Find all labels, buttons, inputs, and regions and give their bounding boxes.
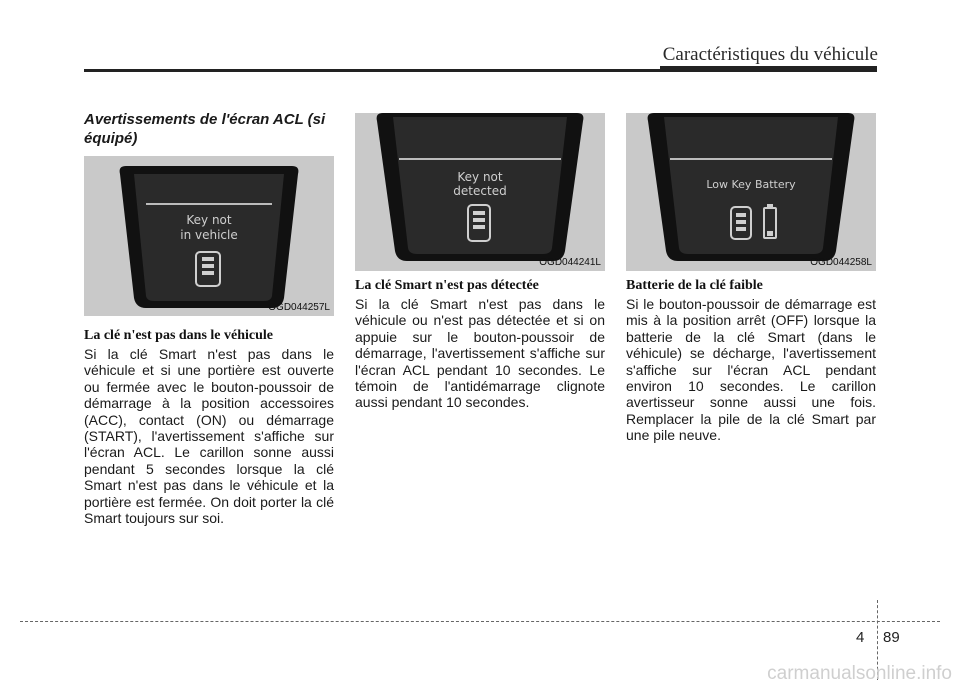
item-title-low-key-battery: Batterie de la clé faible	[626, 278, 763, 293]
item-title-key-not-in-vehicle: La clé n'est pas dans le véhicule	[84, 328, 274, 343]
lcd-text-line2: in vehicle	[180, 228, 238, 242]
page-number: 89	[883, 629, 900, 646]
figure-code: OGD044257L	[268, 302, 330, 313]
watermark: carmanualsonline.info	[767, 663, 952, 684]
item-text-low-key-battery: Si le bouton-poussoir de démarrage est mis à la position arrêt (OFF) lorsque la batterie de la clé Smart (dans le véhicule) se décharge, l'avertissement s'affiche sur l'écran ACL pendant environ 10 secondes. Le carillon avertisseur sonne aussi une fois. Remplacer la pile de la clé Smart par une pile neuve.	[626, 296, 876, 444]
figure-code: OGD044258L	[810, 257, 872, 268]
section-title: Avertissements de l'écran ACL (si équipé)	[84, 111, 326, 147]
item-text-key-not-in-vehicle: Si la clé Smart n'est pas dans le véhicule et si une portière est ouverte ou fermée avec le bouton-poussoir de démarrage à la position accessoires (ACC), contact (ON) ou démarrage (START), l'avertissement s'affiche sur l'écran ACL. Le carillon sonne aussi pendant 5 secondes lorsque la clé Smart n'est pas dans le véhicule et la portière est fermée. On doit porter la clé Smart toujours sur soi.	[84, 346, 334, 527]
running-header: Caractéristiques du véhicule	[662, 44, 878, 65]
lcd-figure-low-key-battery	[626, 113, 876, 271]
item-text-key-not-detected: Si la clé Smart n'est pas dans le véhicule ou n'est pas détectée et si on appuie sur le bouton-poussoir de démarrage, l'avertissement s'affiche sur l'écran ACL pendant 10 secondes. Le témoin de l'antidémarrage clignote aussi pendant 10 secondes.	[355, 296, 605, 411]
chapter-number: 4	[856, 629, 865, 646]
footer-rule	[20, 621, 940, 622]
figure-code: OGD044241L	[539, 257, 601, 268]
lcd-figure-key-not-in-vehicle	[84, 156, 334, 316]
lcd-text-line1: Low Key Battery	[706, 178, 796, 191]
lcd-figure-key-not-detected	[355, 113, 605, 271]
lcd-text-line1: Key not	[186, 213, 232, 227]
lcd-text-line1: Key not	[457, 170, 503, 184]
item-title-key-not-detected: La clé Smart n'est pas détectée	[355, 278, 539, 293]
lcd-text-line2: detected	[453, 184, 507, 198]
header-rule	[84, 69, 877, 72]
